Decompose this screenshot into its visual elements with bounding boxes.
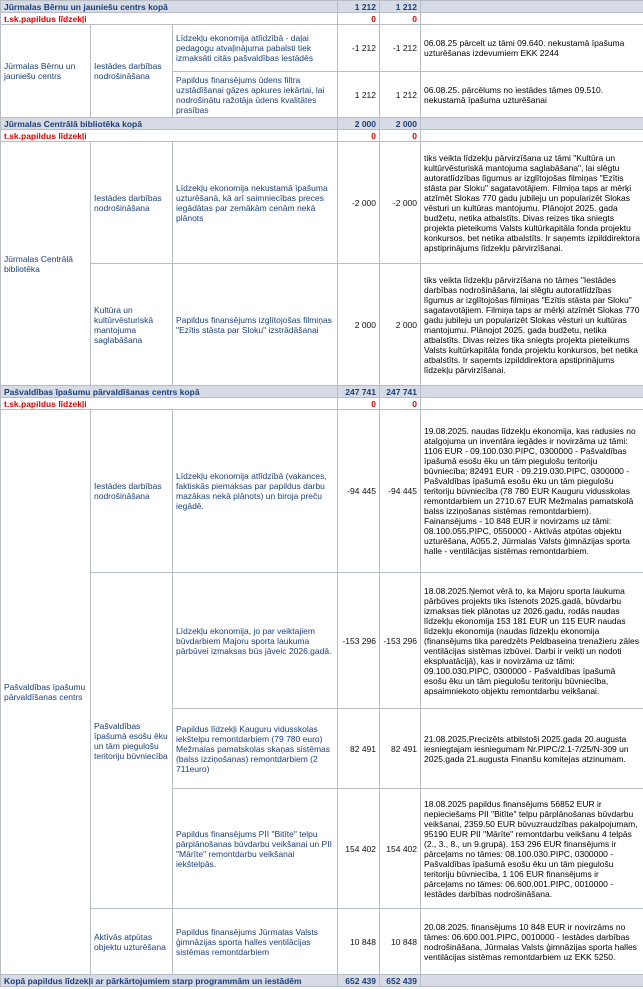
row-note: 06.08.25. pārcēlums no iestādes tāmes 09.510. nekustamā īpašuma uzturēšanai (421, 72, 643, 118)
subtotal-value-2: 0 (380, 130, 421, 142)
row-note: 19.08.2025. naudas līdzekļu ekonomija, kas radusies no atalgojuma un inventāra iegādes ir novirzāma uz tāmi: 1106 EUR - 09.100.030.PIPC, 0300000 - Pašvaldības īpašumā esošu ēku un tām piegulošu teritoriju būvniecība; 82491 EUR - 09.219.030.PIPC, 0300000 - Pašvaldības īpašumā esošu ēku un tām piegulošu teritoriju būvniecība (78 780 EUR Kauguru vidusskolas remontdarbiem un 2710.67 EUR Mežmalas pamatskolā balss izziņošanas sistēmas remontdarbiem). Fainansējums - 10 848 EUR ir novirzams uz tāmi: 08.100.055.PIPC, 0550000 - Aktīvās atpūtas objektu uzturēšana, A055.2, Jūrmalas Valsts ģimnāzijas sporta halle - ventilācijas sistēmas remontdarbiem. (421, 410, 643, 573)
org-name: Pašvaldības īpašumu pārvaldīšanas centrs (1, 410, 91, 975)
row-description: Papildus līdzekļi Kauguru vidusskolas iekštelpu remontdarbiem (79 780 euro) Mežmalas pamatskolas skaņas sistēmas (balss izziņošanas) remontdarbiem (2 711euro) (173, 709, 338, 789)
program-name: Iestādes darbības nodrošināšana (91, 25, 173, 118)
row-value-2: -2 000 (380, 142, 421, 264)
row-value-2: 10 848 (380, 909, 421, 975)
subtotal-value-2: 0 (380, 13, 421, 25)
row-note: 20.08.2025. finansējums 10 848 EUR ir novirzāms no tāmes: 06.600.001.PIPC, 0010000 - Iestādes darbības nodrošināšana, Jūrmalas Valsts ģimnāzijas sporta halles ventilācijas sistēmas remontdarbiem uz EKK 5250. (421, 909, 643, 975)
org-name: Jūrmalas Centrālā bibliotēka (1, 142, 91, 386)
section-subtotal (1, 398, 643, 410)
row-description: Līdzekļu ekonomija, jo par veiktajiem būvdarbiem Majoru sporta laukuma pārbūvei izmaksas būs jāveic 2026.gadā. (173, 573, 338, 709)
row-description: Līdzekļu ekonomija nekustamā īpašuma uzturēšanā, kā arī saimniecības preces iegādātas par zemākām cenām nekā plānots (173, 142, 338, 264)
row-note: 18.08.2025.Ņemot vērā to, ka Majoru sporta laukuma pārbūves projekts tiks īstenots 2025.gadā, būvdarbu izmaksas tiek plānotas uz 2026.gadu, rodās naudas līdzekļu ekonomija 153 181 EUR un 115 EUR naudas līdzekļu ekonomija (naudas līdzekļu ekonomija (finansējums tika paredzēts Peldbaseina trenažieru zāles ventilācijas sistēmas izbūvei. Darbi ir veikti un nodoti ekspluatācijā), kas ir novirzāma uz tāmi: 09.100.030.PIPC, 0300000 - Pašvaldības īpašumā esošu ēku un tām piegulošu teritoriju būvniecība, apsaimniekoto objektu remontdarbu veikšanai. (421, 573, 643, 709)
row-value-2: -1 212 (380, 25, 421, 72)
grand-total-row (1, 975, 643, 987)
program-name: Iestādes darbības nodrošināšana (91, 142, 173, 264)
row-note: 21.08.2025.Precizēts atbilstoši 2025.gada 20.augusta iesniegtajam iesniegumam Nr.PIPC/2.1-7/25/N-309 un 2025.gada 21.augusta Finanšu komitejas atzinumam. (421, 709, 643, 789)
row-description: Papildus finansējums Jūrmalas Valsts ģimnāzijas sporta halles ventilācijas sistēmas remontdarbiem (173, 909, 338, 975)
section-value-1: 2 000 (338, 118, 380, 130)
grand-total-title: Kopā papildus līdzekļi ar pārkārtojumiem starp programmām un iestādēm (1, 975, 338, 987)
program-name: Kultūra un kultūrvēsturiskā mantojuma saglabāšana (91, 264, 173, 386)
row-value-1: 2 000 (338, 264, 380, 386)
row-note: 06.08.25 pārcelt uz tāmi 09.640. nekustamā īpašuma uzturēšanas izdevumiem EKK 2244 (421, 25, 643, 72)
subtotal-title: t.sk.papildus līdzekļi (1, 130, 338, 142)
row-description: Papildus finansējums ūdens filtra uzstādīšanai gāzes apkures iekārtai, lai nodrošinātu ražotāja ūdens kvalitātes prasības (173, 72, 338, 118)
subtotal-title: t.sk.papildus līdzekļi (1, 13, 338, 25)
row-description: Līdzekļu ekonomija atlīdzībā (vakances, faktiskās piemaksas par papildus darbu mazākas nekā plānots) un biroja preču iegādē. (173, 410, 338, 573)
table-row (1, 264, 643, 386)
subtotal-title: t.sk.papildus līdzekļi (1, 398, 338, 410)
row-value-1: 82 491 (338, 709, 380, 789)
row-value-2: -94 445 (380, 410, 421, 573)
row-note: tiks veikta līdzekļu pārvirzīšana no tāmes "Iestādes darbības nodrošināšana, lai slēgtu autoratlīdzības līgumus ar izglītojošas filmiņas "Ezītis stāsta par Sloku" sagatavotājiem. Filmiņa taps ar mērķi atzīmēt Slokas 770 gadu jubileju un popularizēt Slokas vēsturi un kultūras mantojumu. Plānojot 2025. gada budžetu, netika atbalstīts. Divas reizes tika sniegts projekta pieteikums Valsts kultūrkapitāla fonda projektu konkursos, bet netika atbalstīts. Ir saņemts izpilddirektora apstiprinājums līdzekļu pārvirzīšanai. (421, 264, 643, 386)
program-name: Aktīvās atpūtas objektu uzturēšana (91, 909, 173, 975)
subtotal-value-1: 0 (338, 13, 380, 25)
row-value-1: 154 402 (338, 789, 380, 909)
subtotal-value-2: 0 (380, 398, 421, 410)
row-description: Papildus finansējums izglītojošas filmiņas "Ezītis stāsta par Sloku" izstrādāšanai (173, 264, 338, 386)
subtotal-value-1: 0 (338, 398, 380, 410)
section-header (1, 1, 643, 13)
row-value-2: 2 000 (380, 264, 421, 386)
table-row (1, 410, 643, 573)
org-name: Jūrmalas Bērnu un jauniešu centrs (1, 25, 91, 118)
section-value-2: 1 212 (380, 1, 421, 13)
grand-total-value-1: 652 439 (338, 975, 380, 987)
row-description: Papildus finansējums PII "Bitīte" telpu pārplānošanas būvdarbu veikšanai un PII "Mārīte" remontdarbu veikšanai iekštelpās. (173, 789, 338, 909)
table-row (1, 142, 643, 264)
section-value-1: 247 741 (338, 386, 380, 398)
section-value-1: 1 212 (338, 1, 380, 13)
section-header (1, 118, 643, 130)
row-description: Līdzekļu ekonomija atlīdzībā - daļai pedagogu atvaļinājuma pabalsti tiek izmaksāti citās pašvaldības iestādēs (173, 25, 338, 72)
section-title: Jūrmalas Centrālā bibliotēka kopā (1, 118, 338, 130)
row-value-1: 1 212 (338, 72, 380, 118)
section-subtotal (1, 13, 643, 25)
row-note: tiks veikta līdzekļu pārvirzīšana uz tāmi "Kultūra un kultūrvēsturiskā mantojuma saglabāšana", lai slēgtu autoratlīdzības līgumus ar izglītojošas filmiņas "Ezītis stāsta par Sloku" sagatavotājiem. Filmiņa taps ar mērķi atzīmēt Slokas 770 gadu jubileju un popularizēt Slokas vēsturi un kultūras mantojumu. Plānojot 2025. gada budžetu, netika atbalstīts. Divas reizes tika sniegts projekta pieteikums Valsts kultūrkapitāla fonda projektu konkursos, bet netika atbalstīts. Ir saņemts izpilddirektora apstiprinājums līdzekļu pārvirzīšanai. (421, 142, 643, 264)
row-value-1: -1 212 (338, 25, 380, 72)
row-value-2: 82 491 (380, 709, 421, 789)
section-header (1, 386, 643, 398)
row-value-1: 10 848 (338, 909, 380, 975)
row-value-1: -2 000 (338, 142, 380, 264)
table-row (1, 909, 643, 975)
row-value-2: 1 212 (380, 72, 421, 118)
section-title: Pašvaldības īpašumu pārvaldīšanas centrs kopā (1, 386, 338, 398)
section-value-2: 247 741 (380, 386, 421, 398)
row-value-2: 154 402 (380, 789, 421, 909)
section-title: Jūrmalas Bērnu un jauniešu centrs kopā (1, 1, 338, 13)
program-name: Iestādes darbības nodrošināšana (91, 410, 173, 573)
table-row (1, 25, 643, 72)
row-value-1: -153 296 (338, 573, 380, 709)
section-value-2: 2 000 (380, 118, 421, 130)
subtotal-value-1: 0 (338, 130, 380, 142)
program-name: Pašvaldības īpašumā esošu ēku un tām piegulošu teritoriju būvniecība (91, 573, 173, 909)
row-value-1: -94 445 (338, 410, 380, 573)
table-row (1, 573, 643, 709)
row-note: 18.08.2025 papildus finansējums 56852 EUR ir nepieciešams PII "Bitīte" telpu pārplānošanas būvdarbu veikšanai, 2359.50 EUR būvuzraudzības pakalpojumam, 95190 EUR PII "Mārīte" remontdarbu veikšanu 4 telpās (2., 3., 8., un 9.grupā). 153 296 EUR finansējums ir pārceļams no tāmes: 08.100.030.PIPC, 0300000 - Pašvaldības īpašumā esošu ēku un tām piegulošu teritoriju būvniecība, 1 106 EUR finansējums ir pārceļams no tāmes: 06.600.001.PIPC, 0010000 - Iestādes darbības nodrošināšana. (421, 789, 643, 909)
row-value-2: -153 296 (380, 573, 421, 709)
section-subtotal (1, 130, 643, 142)
grand-total-value-2: 652 439 (380, 975, 421, 987)
